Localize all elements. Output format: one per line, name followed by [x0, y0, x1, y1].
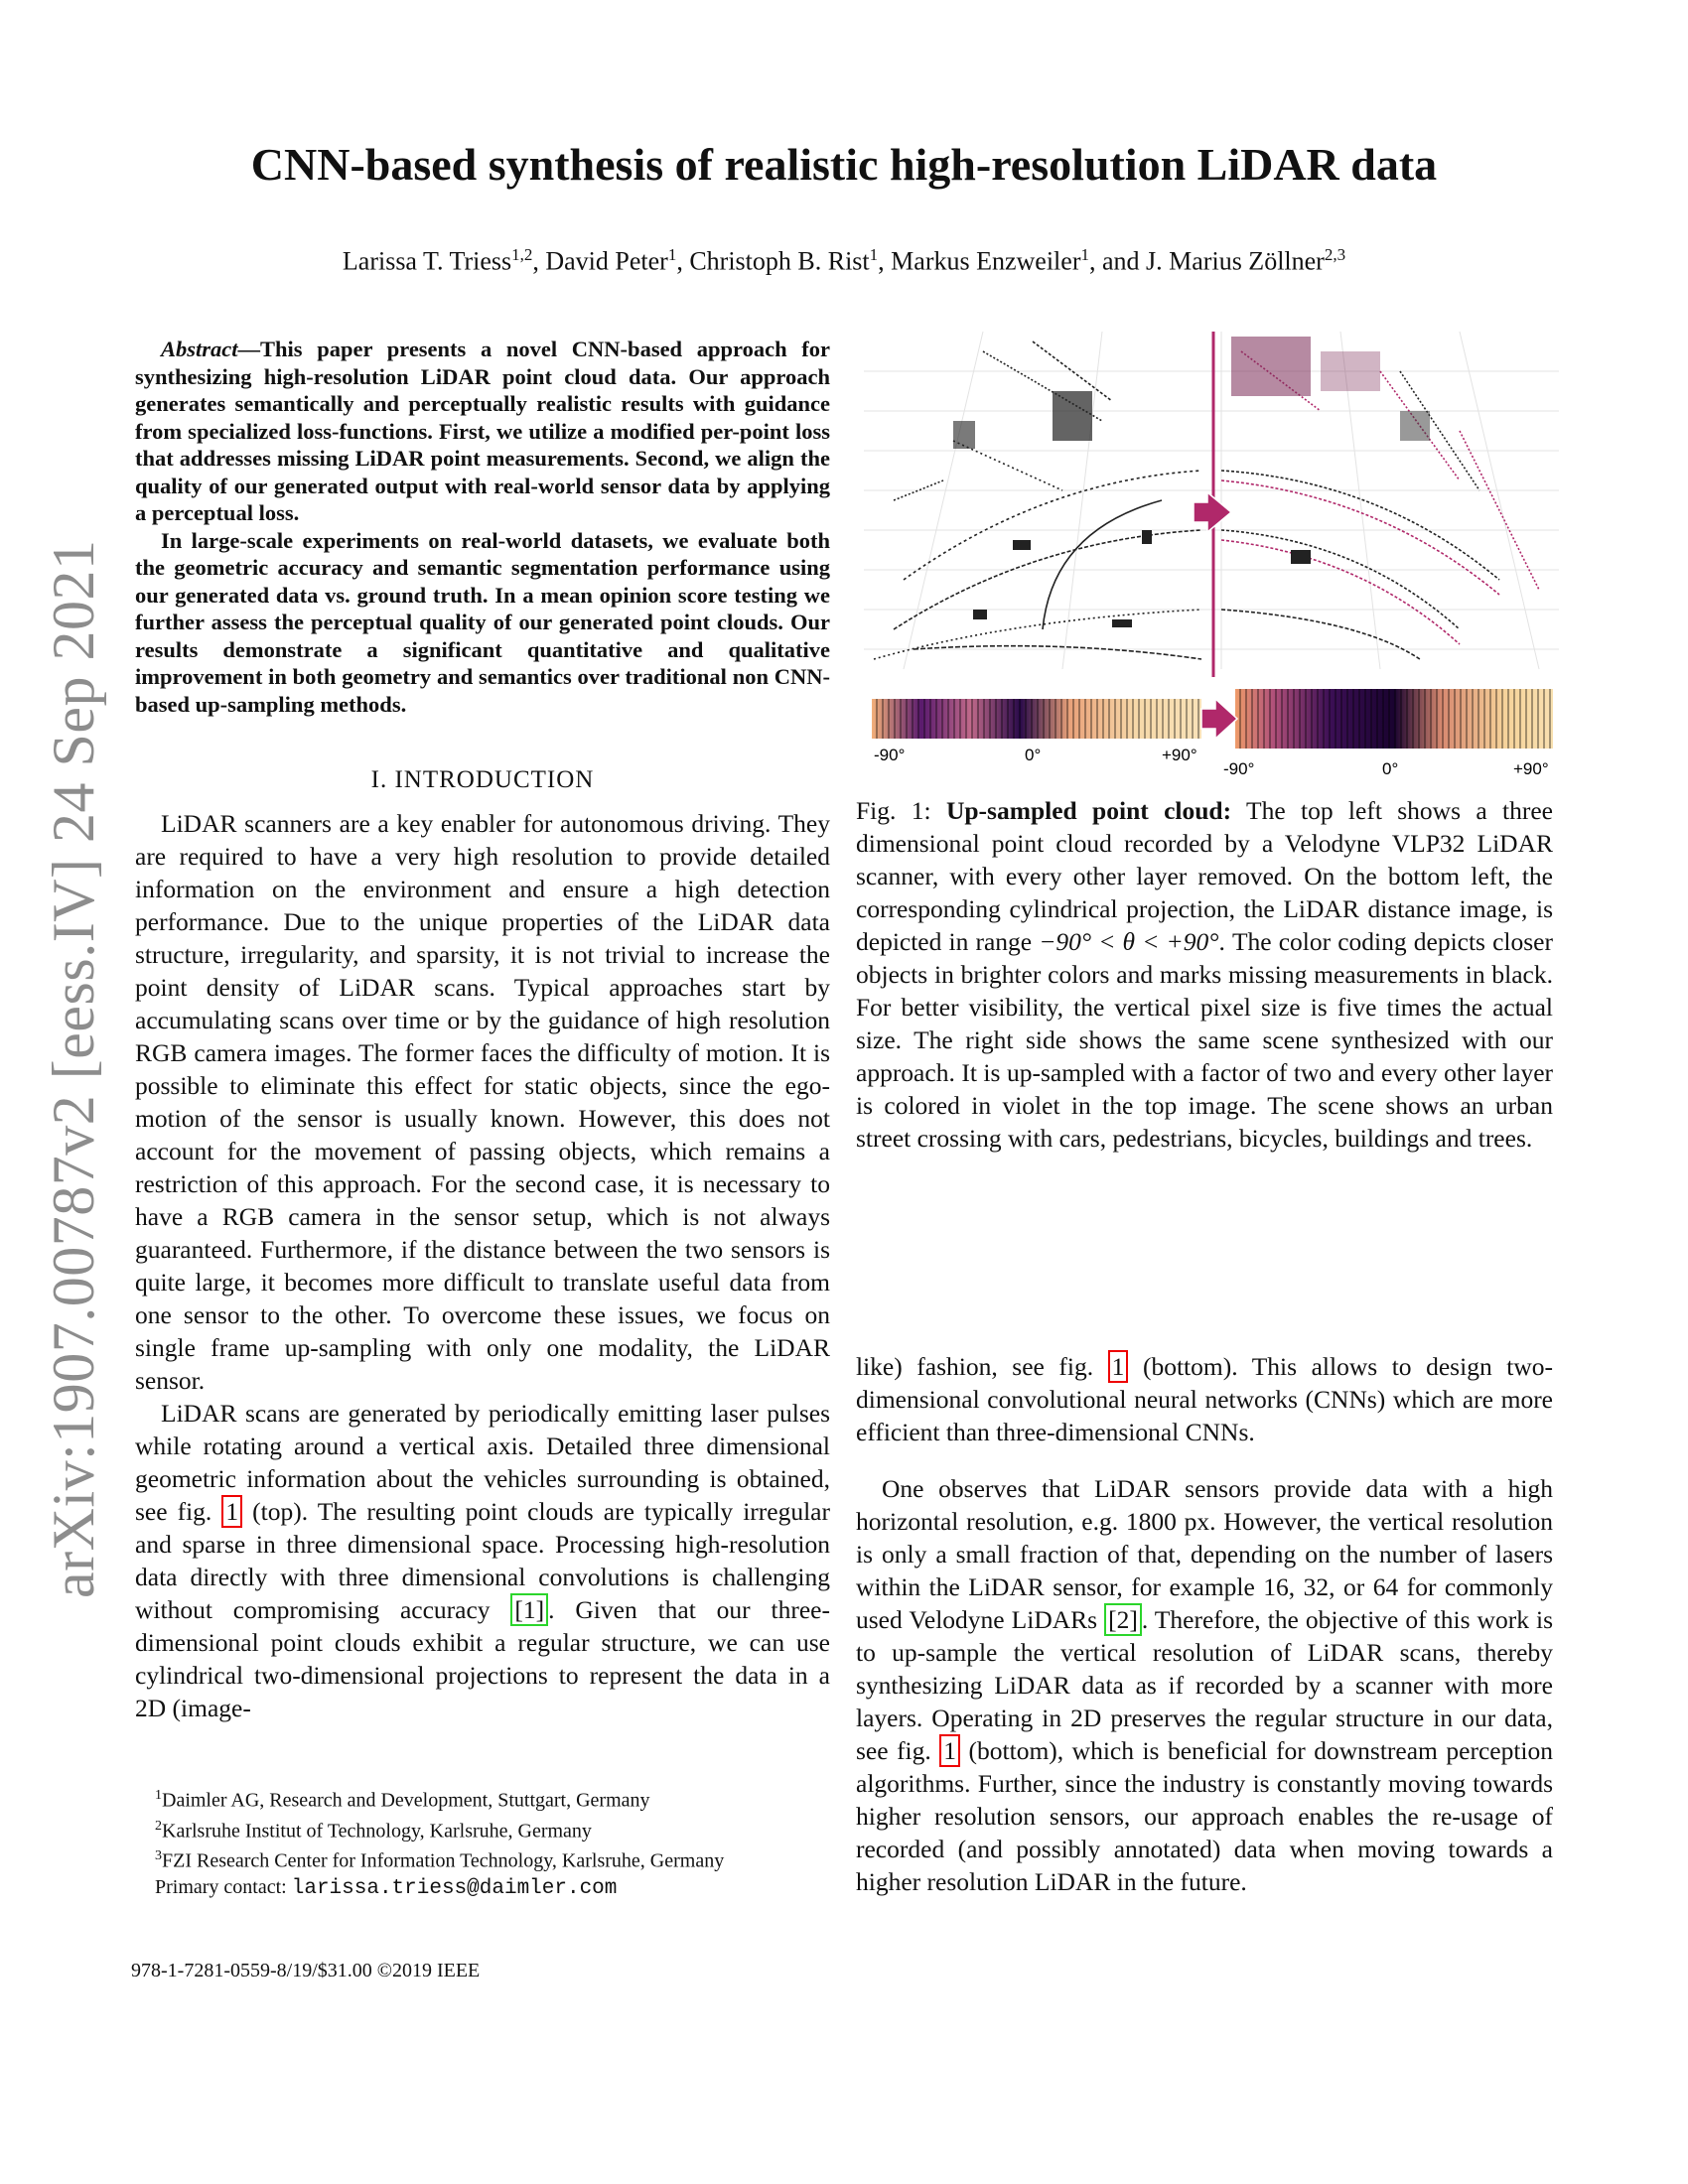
caption-label: Fig. 1:: [856, 796, 931, 825]
abstract-text: This paper presents a novel CNN-based approach for synthesizing high-resolution LiDAR point cloud data. Our approach generates semantically and perceptually realistic results with guidance from specialized loss-functions. First, we utilize a modified per-point loss that addresses missing LiDAR point measurements. Second, we align the quality of our generated output with real-world sensor data by applying a perceptual loss.: [135, 337, 830, 525]
footnote-text: Daimler AG, Research and Development, Stuttgart, Germany: [162, 1789, 650, 1812]
section-heading: I. INTRODUCTION: [370, 766, 595, 793]
abstract-paragraph: In large-scale experiments on real-world datasets, we evaluate both the geometric accuracy and semantic segmentation performance using our generated data vs. ground truth. In a mean opinion score testing we further assess the perceptual quality of our generated point clouds. Our results demonstrate a significant quantitative and qualitative improvement in both geometry and semantics over traditional non CNN-based up-sampling methods.: [135, 527, 830, 717]
figure-caption: [856, 794, 1553, 1155]
footnote: [155, 1814, 830, 1844]
distance-image-texture: [1235, 689, 1553, 749]
author-affiliation: 1: [1080, 245, 1089, 264]
text-run: The top left shows a three dimensional point cloud recorded by a Velodyne VLP32 LiDAR scanner, with every other layer removed. On the bottom left, the corresponding cylindrical projection, the LiDAR distance image, is depicted in range: [856, 796, 1553, 956]
abstract: [135, 336, 830, 718]
arxiv-identifier: arXiv:1907.00787v2 [eess.IV] 24 Sep 2021: [41, 539, 106, 1598]
copyright-line: 978-1-7281-0559-8/19/$31.00 ©2019 IEEE: [131, 1960, 481, 1981]
tick-label: +90°: [1162, 746, 1197, 764]
footnote-number: 2: [155, 1818, 162, 1834]
author-name: J. Marius Zöllner: [1146, 246, 1325, 276]
footnote: [155, 1843, 830, 1874]
author-name: Markus Enzweiler: [891, 246, 1081, 276]
citation-link[interactable]: [1]: [510, 1593, 548, 1626]
author-affiliation: 1: [869, 245, 879, 264]
figure-1: [864, 332, 1559, 780]
author-name: Christoph B. Rist: [689, 246, 870, 276]
footnote-text: FZI Research Center for Information Technology, Karlsruhe, Germany: [162, 1849, 725, 1872]
author-name: Larissa T. Triess: [342, 246, 512, 276]
upsample-arrow-icon: [1194, 492, 1231, 532]
text-run: One observes that LiDAR sensors provide data with a high horizontal resolution, e.g. 1800 px. However, the vertical resolution is only a small fraction of that, depending on the number of lasers within the LiDAR sensor, for example 16, 32, or 64 for commonly used Velodyne LiDARs: [856, 1474, 1553, 1634]
tick-label: -90°: [1223, 759, 1255, 778]
author-conjunction: and: [1101, 246, 1140, 276]
text-run: LiDAR scans are generated by periodically emitting laser pulses while rotating around a vertical axis. Detailed three dimensional geometric information about the vehicles surrounding is obtained, see fig.: [135, 1399, 830, 1526]
author-name: David Peter: [545, 246, 668, 276]
paper-title: CNN-based synthesis of realistic high-resolution LiDAR data: [250, 139, 1438, 190]
contact-line: [155, 1874, 830, 1902]
text-run: . Therefore, the objective of this work is to up-sample the vertical resolution of LiDAR scans, thereby synthesizing LiDAR data as if recorded by a scanner with more layers. Operating in 2D preserves the regular structure in our data, see fig.: [856, 1605, 1553, 1765]
figure-ref-link[interactable]: 1: [939, 1734, 960, 1767]
author-list: Larissa T. Triess$^{1,2}$, David Peter$^1$, Christoph B. Rist$^1$, Markus Enzweiler$^1$, and J. Marius Zöllner$^{2,3}$: [342, 245, 1346, 276]
caption-math: −90° < θ < +90°: [1039, 927, 1219, 956]
point-cloud-original: [874, 341, 1201, 659]
figure-ref-link[interactable]: 1: [221, 1495, 242, 1528]
footnote-number: 3: [155, 1848, 162, 1864]
contact-label: Primary contact:: [155, 1875, 287, 1898]
tick-label: 0°: [1025, 746, 1042, 764]
distance-image-texture: [872, 699, 1201, 739]
text-run: (bottom), which is beneficial for downstream perception algorithms. Further, since the industry is constantly moving towards higher resolution sensors, our approach enables the re-usage of recorded (and possibly annotated) data when moving towards a higher resolution LiDAR in the future.: [856, 1736, 1553, 1896]
text-run: (top). The resulting point clouds are typically irregular and sparse in three dimensional space. Processing high-resolution data directly with three dimensional convolutions is challenging without compromising accuracy: [135, 1497, 830, 1624]
body-paragraph: [856, 1350, 1553, 1448]
footnote-text: Karlsruhe Institut of Technology, Karlsruhe, Germany: [162, 1820, 592, 1843]
tick-label: +90°: [1513, 759, 1549, 778]
author-affiliation: 1: [667, 245, 677, 264]
citation-link[interactable]: [2]: [1104, 1603, 1142, 1636]
footnote: [155, 1783, 830, 1814]
tick-label: -90°: [874, 746, 906, 764]
intro-paragraph: LiDAR scanners are a key enabler for autonomous driving. They are required to have a very high resolution to provide detailed information on the environment and ensure a high detection performance. Due to the unique properties of the LiDAR data structure, irregularity, and sparsity, it is not trivial to increase the point density of LiDAR scans. Typical approaches start by accumulating scans over time or by the guidance of high resolution RGB camera images. The former faces the difficulty of motion. It is possible to eliminate this effect for static objects, since the ego-motion of the sensor is usually known. However, this does not account for the movement of passing objects, which remains a restriction of this approach. For the second case, it is necessary to have a RGB camera in the sensor setup, which is not always guaranteed. Furthermore, if the distance between the two sensors is quite large, it becomes more difficult to translate useful data from one sensor to the other. To overcome these issues, we focus on single frame up-sampling with only one modality, the LiDAR sensor.: [135, 809, 830, 1395]
tick-label: 0°: [1382, 759, 1399, 778]
footnotes: [155, 1783, 830, 1902]
right-column-body: [856, 1350, 1553, 1898]
point-cloud-upsampled: [1221, 351, 1539, 659]
text-run: . The color coding depicts closer objects in brighter colors and marks missing measurements in black. For better visibility, the vertical pixel size is five times the actual size. The right side shows the same scene synthesized with our approach. It is up-sampled with a factor of two and every other layer is colored in violet in the top image. The scene shows an urban street crossing with cars, pedestrians, bicycles, buildings and trees.: [856, 927, 1553, 1153]
contact-email[interactable]: larissa.triess@daimler.com: [291, 1876, 618, 1900]
author-affiliation: 1,2: [511, 245, 533, 264]
point-cloud-objects: [953, 391, 1152, 627]
text-run: . Given that our three-dimensional point clouds exhibit a regular structure, we can use cylindrical two-dimensional projections to represent the data in a 2D (image-: [135, 1595, 830, 1722]
caption-bold: Up-sampled point cloud:: [945, 796, 1232, 825]
author-affiliation: 2,3: [1324, 245, 1346, 264]
upsample-arrow-icon: [1201, 699, 1237, 739]
abstract-paragraph: Abstract—This paper presents a novel CNN-based approach for synthesizing high-resolution LiDAR point cloud data. Our approach generates semantically and perceptually realistic results with guidance from specialized loss-functions. First, we utilize a modified per-point loss that addresses missing LiDAR point measurements. Second, we align the quality of our generated output with real-world sensor data by applying a perceptual loss.: [135, 337, 830, 525]
text-run: (bottom). This allows to design two-dimensional convolutional neural networks (CNNs) which are more efficient than three-dimensional CNNs.: [856, 1352, 1553, 1446]
intro-paragraph: [135, 1397, 830, 1724]
abstract-label: Abstract: [161, 337, 238, 361]
footnote-number: 1: [155, 1788, 162, 1803]
figure-ref-link[interactable]: 1: [1108, 1350, 1129, 1383]
body-paragraph: [856, 1472, 1553, 1898]
text-run: like) fashion, see fig.: [856, 1352, 1108, 1381]
intro-body: [135, 807, 830, 1724]
